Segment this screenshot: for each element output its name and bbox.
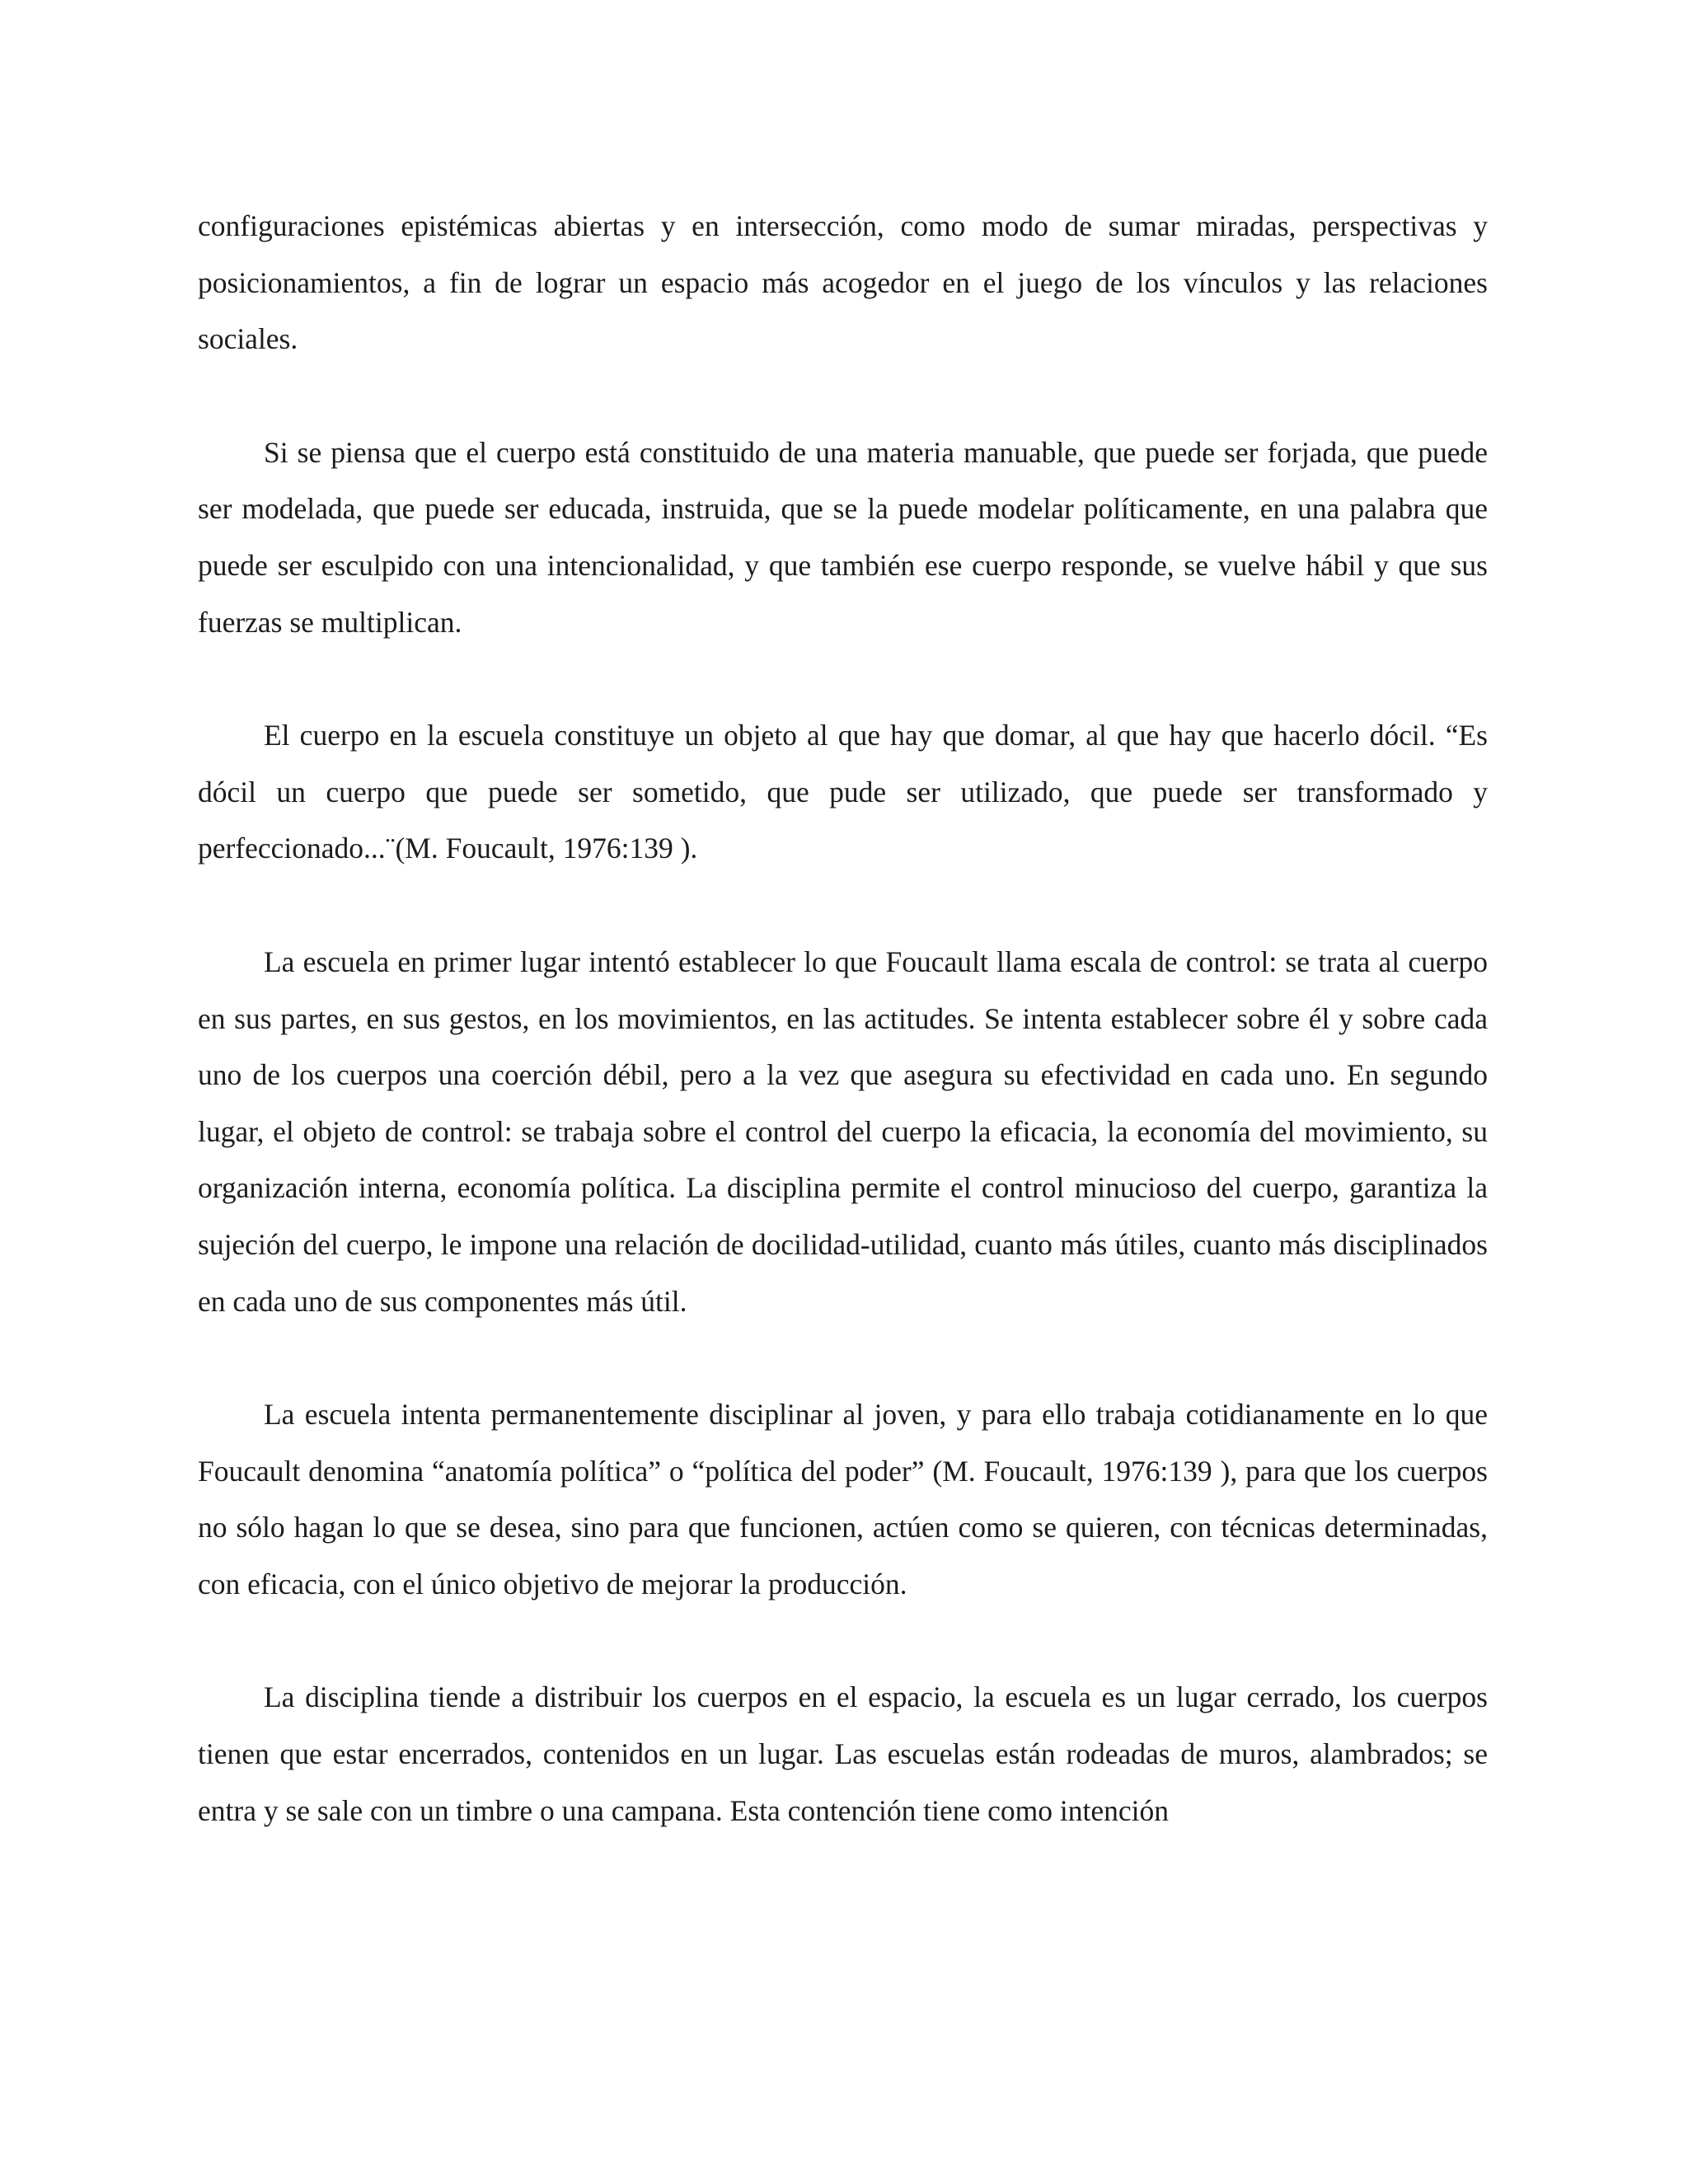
paragraph-6: La disciplina tiende a distribuir los cuerpos en el espacio, la escuela es un lugar cerrado, los cuerpos tienen que estar encerrados, contenidos en un lugar. Las escuelas están rodeadas de muros, alambrados; se entra y se sale con un timbre o una campana. Esta contención tiene como intención: [198, 1680, 1488, 1827]
paragraph-3: El cuerpo en la escuela constituye un objeto al que hay que domar, al que hay que hacerlo dócil. “Es dócil un cuerpo que puede ser sometido, que pude ser utilizado, que puede ser transformado y perfeccionado...¨(M. Foucault, 1976:139 ).: [198, 719, 1488, 865]
paragraph-4: La escuela en primer lugar intentó establecer lo que Foucault llama escala de control: se trata al cuerpo en sus partes, en sus gestos, en los movimientos, en las actitudes. Se intenta establecer sobre él y sobre cada uno de los cuerpos una coerción débil, pero a la vez que asegura su efectividad en cada uno. En segundo lugar, el objeto de control: se trabaja sobre el control del cuerpo la eficacia, la economía del movimiento, su organización interna, economía política. La disciplina permite el control minucioso del cuerpo, garantiza la sujeción del cuerpo, le impone una relación de docilidad-utilidad, cuanto más útiles, cuanto más disciplinados en cada uno de sus componentes más útil.: [198, 944, 1488, 1318]
paragraph-2: Si se piensa que el cuerpo está constituido de una materia manuable, que puede ser forjada, que puede ser modelada, que puede ser educada, instruida, que se la puede modelar políticamente, en una palabra que puede ser esculpido con una intencionalidad, y que también ese cuerpo responde, se vuelve hábil y que sus fuerzas se multiplican.: [198, 435, 1488, 639]
paragraph-1: configuraciones epistémicas abiertas y en intersección, como modo de sumar miradas, perspectivas y posicionamientos, a fin de lograr un espacio más acogedor en el juego de los vínculos y las relaciones sociales.: [198, 209, 1488, 356]
paragraph-5: La escuela intenta permanentemente disciplinar al joven, y para ello trabaja cotidianamente en lo que Foucault denomina “anatomía política” o “política del poder” (M. Foucault, 1976:139 ), para que los cuerpos no sólo hagan lo que se desea, sino para que funcionen, actúen como se quieren, con técnicas determinadas, con eficacia, con el único objetivo de mejorar la producción.: [198, 1398, 1488, 1601]
document-body: [198, 198, 1488, 1839]
